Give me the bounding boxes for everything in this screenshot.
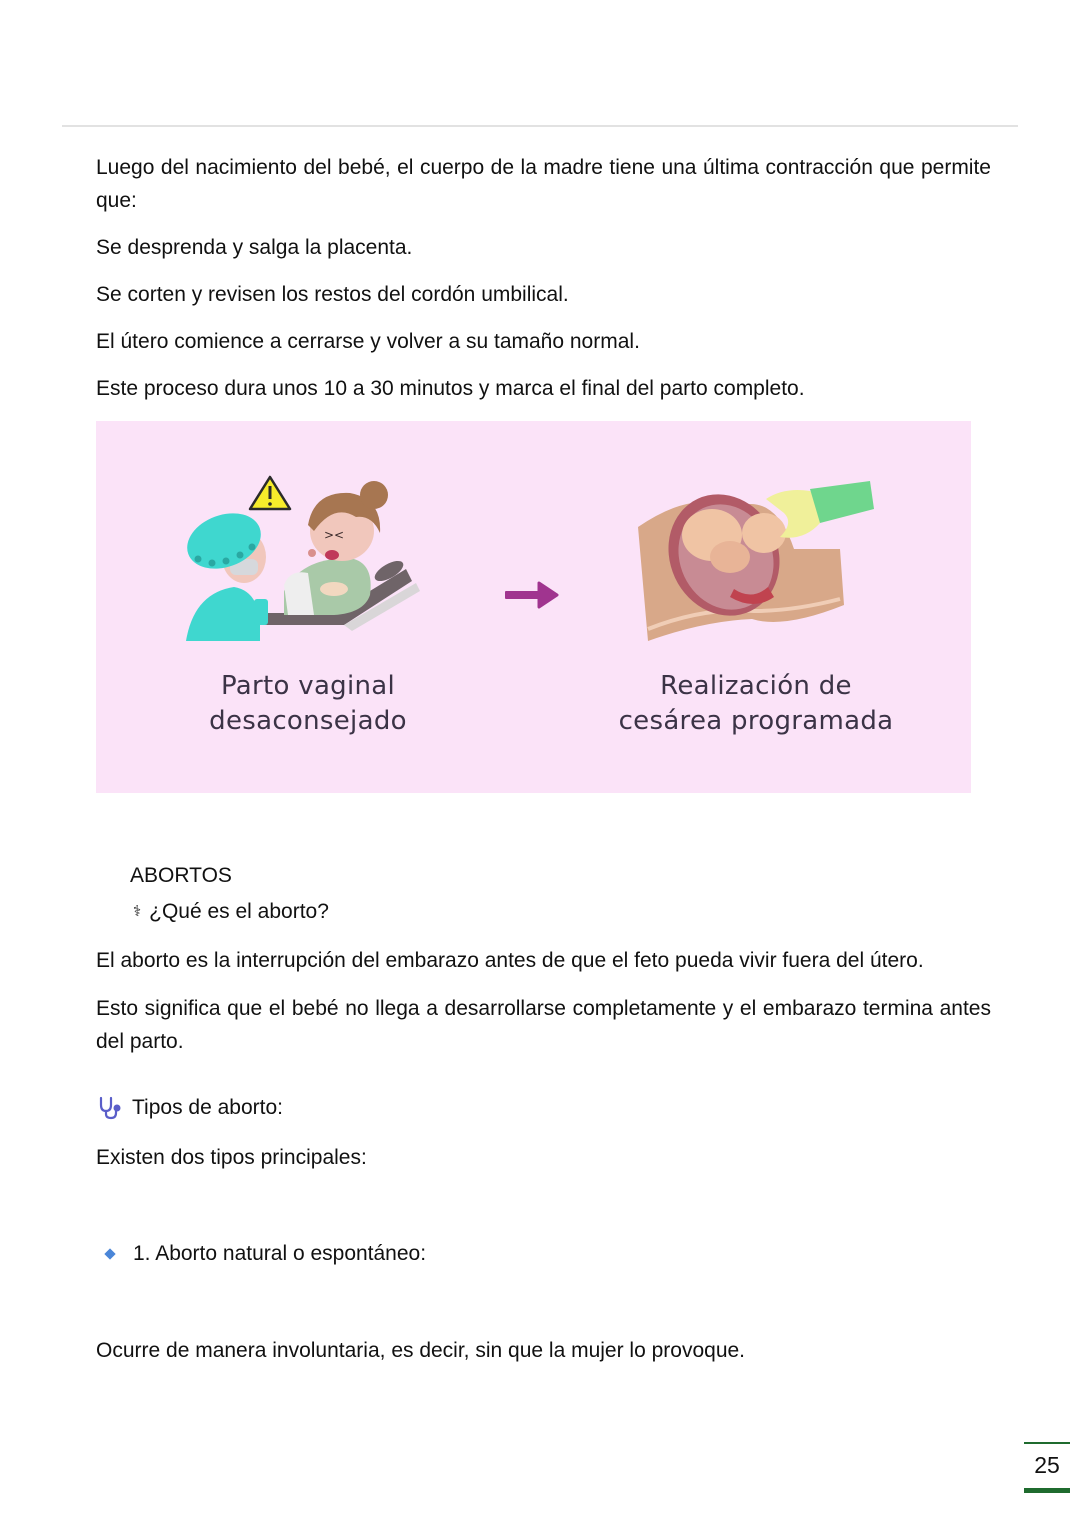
diamond-bullet-icon (104, 1248, 115, 1259)
abortion-definition: El aborto es la interrupción del embarazo antes de que el feto pueda vivir fuera del útero. (96, 949, 924, 972)
type-1-item (104, 1239, 426, 1269)
type-1-label: 1. Aborto natural o espontáneo: (133, 1242, 427, 1265)
section-heading-abortos: ABORTOS (130, 864, 232, 887)
type-1-description: Ocurre de manera involuntaria, es decir, sin que la mujer lo provoque. (96, 1339, 746, 1362)
types-heading (98, 1093, 283, 1123)
svg-text:><: >< (324, 528, 345, 542)
intro-item-3: El útero comience a cerrarse y volver a su tamaño normal. (96, 330, 640, 353)
arrow-right-icon (505, 581, 561, 609)
caption-vaginal-line2: desaconsejado (209, 706, 407, 736)
intro-item-2: Se corten y revisen los restos del cordón umbilical. (96, 283, 569, 306)
warning-icon (250, 477, 290, 509)
caption-vaginal-birth (156, 669, 460, 739)
intro-paragraph: Luego del nacimiento del bebé, el cuerpo de la madre tiene una última contracción que permite que: (96, 156, 991, 212)
medical-staff-icon: ⚕ (133, 903, 142, 920)
types-title: Tipos de aborto: (132, 1096, 283, 1119)
vaginal-birth-illustration (184, 473, 434, 645)
caption-vaginal-line1: Parto vaginal (220, 671, 396, 701)
question-text: ¿Qué es el aborto? (149, 900, 329, 923)
intro-closing: Este proceso dura unos 10 a 30 minutos y marca el final del parto completo. (96, 377, 805, 400)
header-divider (62, 125, 1018, 127)
question-heading (133, 897, 329, 927)
caption-cesarean-line2: cesárea programada (618, 706, 894, 736)
caption-cesarean-line1: Realización de (660, 671, 852, 701)
cesarean-illustration (634, 479, 880, 645)
intro-item-1: Se desprenda y salga la placenta. (96, 236, 413, 259)
abortion-explanation: Esto significa que el bebé no llega a desarrollarse completamente y el embarazo termina antes del parto. (96, 997, 991, 1053)
page-number: 25 (1024, 1442, 1070, 1493)
stethoscope-icon (98, 1096, 124, 1120)
caption-cesarean (596, 669, 916, 739)
delivery-comparison-figure (96, 421, 971, 793)
types-intro: Existen dos tipos principales: (96, 1146, 367, 1169)
